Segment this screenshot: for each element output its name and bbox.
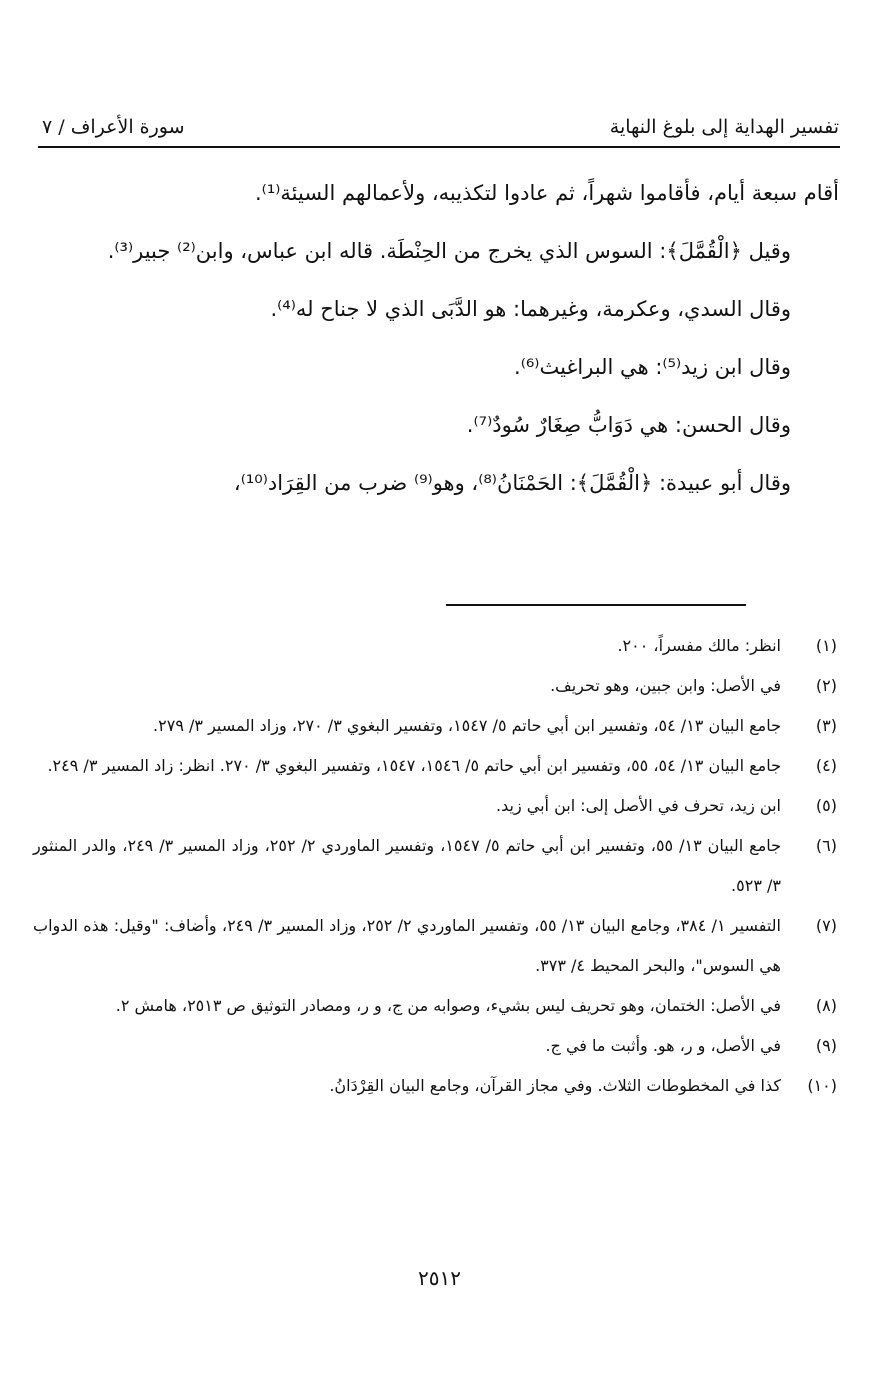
footnote <box>33 706 839 746</box>
footnote-number: (٥) <box>815 796 837 815</box>
footnote-number: (١٠) <box>807 1076 837 1095</box>
footnote-number: (٢) <box>815 676 837 695</box>
paragraph: أقام سبعة أيام، فأقاموا شهراً، ثم عادوا لتكذيبه، ولأعمالهم السيئة⁽¹⁾. <box>254 181 839 205</box>
footnote-text: كذا في المخطوطات الثلاث. وفي مجاز القرآن، وجامع البيان القِرْدَانُ. <box>329 1076 781 1095</box>
header-divider <box>38 146 840 148</box>
footnote-number: (٩) <box>815 1036 837 1055</box>
footnote <box>33 666 839 706</box>
footnote-text: انظر: مالك مفسراً، ٢٠٠. <box>617 636 781 655</box>
paragraph: وقيل ﴿الْقُمَّلَ﴾: السوس الذي يخرج من الحِنْطَة. قاله ابن عباس، وابن⁽²⁾ جبير⁽³⁾. <box>107 239 791 263</box>
footnote-number: (٧) <box>815 916 837 935</box>
footnote-text: ابن زيد، تحرف في الأصل إلى: ابن أبي زيد. <box>496 796 781 815</box>
book-title: تفسير الهداية إلى بلوغ النهاية <box>609 116 839 138</box>
footnote <box>33 1066 839 1106</box>
footnote-text: التفسير ١/ ٣٨٤، وجامع البيان ١٣/ ٥٥، وتفسير الماوردي ٢/ ٢٥٢، وزاد المسير ٣/ ٢٤٩، وأضاف: "وقيل: هذه الدواب هي السوس"، والبحر المحيط ٤/ ٣٧٣. <box>33 916 781 975</box>
footnotes <box>33 626 839 1106</box>
paragraph: وقال أبو عبيدة: ﴿الْقُمَّلَ﴾: الحَمْنَانُ⁽⁸⁾، وهو⁽⁹⁾ ضرب من القِرَاد⁽¹⁰⁾، <box>233 471 791 495</box>
paragraph: وقال الحسن: هي دَوَابُّ صِغَارٌ سُودٌ⁽⁷⁾. <box>466 413 791 437</box>
footnote <box>33 906 839 986</box>
footnote-number: (١) <box>815 636 837 655</box>
footnote-divider <box>446 604 746 606</box>
running-head <box>38 112 843 146</box>
paragraph: وقال ابن زيد⁽⁵⁾: هي البراغيث⁽⁶⁾. <box>514 355 791 379</box>
footnote-text: في الأصل: الختمان، وهو تحريف ليس بشيء، وصوابه من ج، و ر، ومصادر التوثيق ص ٢٥١٣، هامش ٢. <box>115 996 781 1015</box>
footnote-text: في الأصل: وابن جبين، وهو تحريف. <box>550 676 781 695</box>
footnote-number: (٦) <box>815 836 837 855</box>
footnote-text: جامع البيان ١٣/ ٥٤، وتفسير ابن أبي حاتم ٥/ ١٥٤٧، وتفسير البغوي ٣/ ٢٧٠، وزاد المسير ٣/ ٢٧٩. <box>153 716 781 735</box>
footnote-text: في الأصل، و ر، هو. وأثبت ما في ج. <box>545 1036 781 1055</box>
footnote <box>33 986 839 1026</box>
paragraph: وقال السدي، وعكرمة، وغيرهما: هو الدَّبَى الذي لا جناح له⁽⁴⁾. <box>270 297 791 321</box>
footnote-text: جامع البيان ١٣/ ٥٤، ٥٥، وتفسير ابن أبي حاتم ٥/ ١٥٤٦، ١٥٤٧، وتفسير البغوي ٣/ ٢٧٠. انظر: زاد المسير ٣/ ٢٤٩. <box>47 756 781 775</box>
footnote <box>33 746 839 786</box>
footnote-number: (٣) <box>815 716 837 735</box>
surah-label: سورة الأعراف / ٧ <box>42 116 185 138</box>
footnote <box>33 1026 839 1066</box>
footnote-number: (٤) <box>815 756 837 775</box>
footnote <box>33 826 839 906</box>
footnote <box>33 786 839 826</box>
footnote <box>33 626 839 666</box>
page-number: ٢٥١٢ <box>418 1266 461 1290</box>
main-text <box>33 164 839 512</box>
footnote-text: جامع البيان ١٣/ ٥٥، وتفسير ابن أبي حاتم ٥/ ١٥٤٧، وتفسير الماوردي ٢/ ٢٥٢، وزاد المسير ٣/ ٢٤٩، والدر المنثور ٣/ ٥٢٣. <box>33 836 782 895</box>
footnote-number: (٨) <box>815 996 837 1015</box>
